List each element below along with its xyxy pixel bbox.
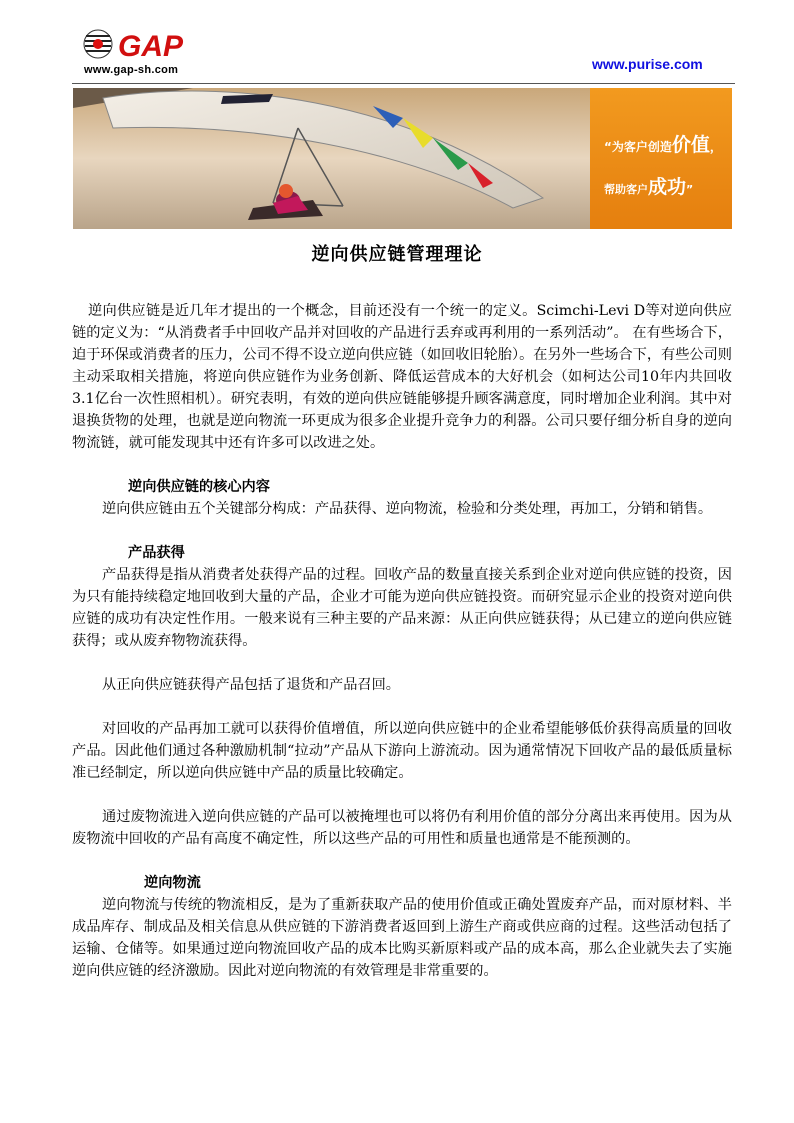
waste-paragraph: 通过废物流进入逆向供应链的产品可以被掩埋也可以将仍有利用价值的部分分离出来再使用。因为从废物流中回收的产品有高度不确定性，所以这些产品的可用性和质量也通常是不能预测的。 <box>72 809 732 847</box>
header-divider <box>72 83 735 84</box>
banner-slogan-panel <box>590 88 732 229</box>
slogan-line-2: 帮助客户成功” <box>604 176 694 198</box>
core-paragraph: 逆向供应链由五个关键部分构成：产品获得、逆向物流，检验和分类处理，再加工，分销和销售。 <box>102 501 713 517</box>
logo-wordmark: GAP <box>118 30 184 63</box>
logistics-heading: 逆向物流 <box>144 875 201 891</box>
slogan-line-1: “为客户创造价值， <box>604 134 722 156</box>
gap-logo-mark <box>82 26 212 66</box>
banner-image <box>73 88 732 229</box>
intro-paragraph: 逆向供应链是近几年才提出的一个概念，目前还没有一个统一的定义。Scimchi-Levi D等对逆向供应链的定义为：“从消费者手中回收产品并对回收的产品进行丢弃或再利用的一系列活动”。 在有些场合下，迫于环保或消费者的压力，公司不得不设立逆向供应链（如回收旧轮胎）。在另外一些场合下，有些公司则主动采取相关措施，将逆向供应链作为业务创新、降低运营成本的大好机会（如柯达公司10年内共回收3.1亿台一次性照相机）。研究表明，有效的逆向供应链能够提升顾客满意度，同时增加企业利润。其中对退换货物的处理，也就是逆向物流一环更成为很多企业提升竞争力的利器。公司只要仔细分析自身的逆向物流链，就可能发现其中还有许多可以改进之处。 <box>72 303 732 451</box>
forward-paragraph: 从正向供应链获得产品包括了退货和产品召回。 <box>102 677 400 693</box>
logo-url: www.gap-sh.com <box>84 64 179 76</box>
acquisition-heading: 产品获得 <box>128 545 185 561</box>
core-heading: 逆向供应链的核心内容 <box>128 479 270 495</box>
site-link[interactable]: www.purise.com <box>592 56 703 72</box>
document-body <box>72 300 732 982</box>
acquisition-paragraph: 产品获得是指从消费者处获得产品的过程。回收产品的数量直接关系到企业对逆向供应链的投资，因为只有能持续稳定地回收到大量的产品，企业才可能为逆向供应链投资。而研究显示企业的投资对逆向供应链的成功有决定性作用。一般来说有三种主要的产品来源：从正向供应链获得；从已建立的逆向供应链获得；或从废弃物物流获得。 <box>72 567 732 649</box>
document-title: 逆向供应链管理理论 <box>311 244 483 265</box>
logistics-paragraph: 逆向物流与传统的物流相反，是为了重新获取产品的使用价值或正确处置废弃产品，而对原材料、半成品库存、制成品及相关信息从供应链的下游消费者返回到上游生产商或供应商的过程。这些活动包括了运输、仓储等。如果通过逆向物流回收产品的成本比购买新原料或产品的成本高，那么企业就失去了实施逆向供应链的经济激励。因此对逆向物流的有效管理是非常重要的。 <box>72 897 732 979</box>
remanufacture-paragraph: 对回收的产品再加工就可以获得价值增值，所以逆向供应链中的企业希望能够低价获得高质量的回收产品。因此他们通过各种激励机制“拉动”产品从下游向上游流动。因为通常情况下回收产品的最低质量标准已经制定，所以逆向供应链中产品的质量比较确定。 <box>72 721 732 781</box>
